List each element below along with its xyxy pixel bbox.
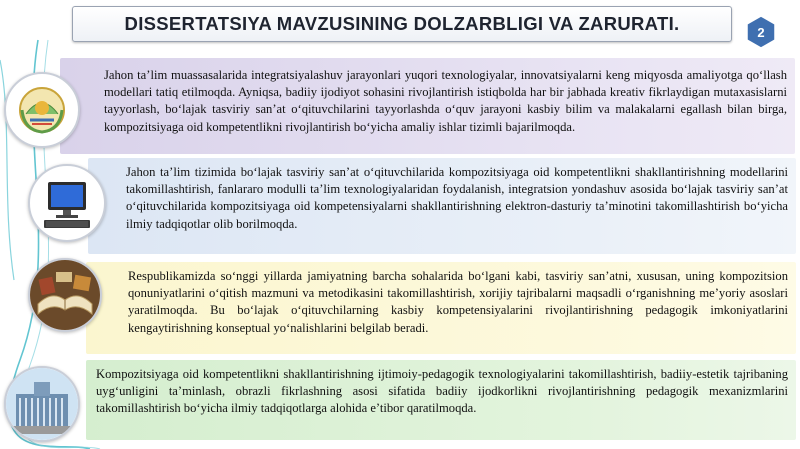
panel-2-text: Jahon ta’lim tizimida bo‘lajak tasviriy san’at o‘qituvchilarida kompozitsiyaga oid kompetentlikni shakllantirishning modellarini takomillashtirish, fanlararo modulli ta’lim texnologiyalaridan foydalanish, integratsion yondashuv asosida bo‘lajak tasviriy san’at o‘qituvchilarida kompozitsiyaga oid kompetensiyalarni shakllantirishning elektron-dasturiy ta’minotini takomillashtirish bo‘yicha ilmiy tadqiqotlar olib borilmoqda. (126, 165, 788, 231)
panel-1 (60, 58, 795, 154)
page-number-badge (744, 15, 778, 49)
books-circle (28, 258, 102, 332)
slide-title-box (72, 6, 732, 42)
building-circle (4, 366, 80, 442)
panel-4-text: Kompozitsiyaga oid kompetentlikni shakllantirishning ijtimoiy-pedagogik texnologiyalarini takomillashtirish, badiiy-estetik tajribaning uyg‘unligini ta’minlash, obrazli fikrlashning asosi sifatida badiiy ijodkorlikni rivojlantirishning pedagogik mexanizmlarini takomillashtirish bo‘yicha ilmiy tadqiqotlarga alohida e’tibor qaratilmoqda. (96, 367, 788, 416)
computer-circle (28, 164, 106, 242)
books-icon (30, 260, 100, 330)
building-icon (6, 368, 78, 440)
page-number: 2 (757, 24, 765, 40)
slide-title: DISSERTATSIYA MAVZUSINING DOLZARBLIGI VA ZARURATI. (124, 13, 680, 34)
panel-1-text: Jahon ta’lim muassasalarida integratsiyalashuv jarayonlari yuqori texnologiyalar, innovatsiyalarni keng miqyosda amaliyotga qo‘llash modellari tatiq etilmoqda. Ayniqsa, badiiy ijodiyot sohasini rivojlantirish istiqbolda har bir jabhada kreativ fikrlaydigan mutaxasislarni tayyorlash, bo‘lajak tasviriy san’at o‘qituvchilarini tayyorlashda o‘quv jarayoni kasbiy bilim va malakalarni egallash bilan birga, kompozitsiyaga oid kompetentlikni rivojlantirish bo‘yicha amaliy ishlar tizimli bajarilmoqda. (104, 68, 787, 134)
emblem-circle (4, 72, 80, 148)
panel-2 (88, 158, 796, 254)
computer-icon (30, 166, 104, 240)
panel-3 (86, 262, 796, 354)
panel-4 (86, 360, 796, 440)
panel-3-text: Respublikamizda so‘nggi yillarda jamiyatning barcha sohalarida bo‘lgani kabi, tasviriy san’atni, xususan, uning kompozitsion qonuniyatlarini o‘qitish mazmuni va metodikasini takomillashtirish, xorijiy tajribalarni maqsadli o‘rganishning me’yoriy asoslari yaratilmoqda. Bu bo‘lajak o‘qituvchilarning kasbiy kompetensiyalarini rivojlantirishning pedagogik imkoniyatlarini kengaytirishning konseptual yo‘nalishlarini belgilab beradi. (128, 269, 788, 335)
emblem-icon (6, 74, 78, 146)
